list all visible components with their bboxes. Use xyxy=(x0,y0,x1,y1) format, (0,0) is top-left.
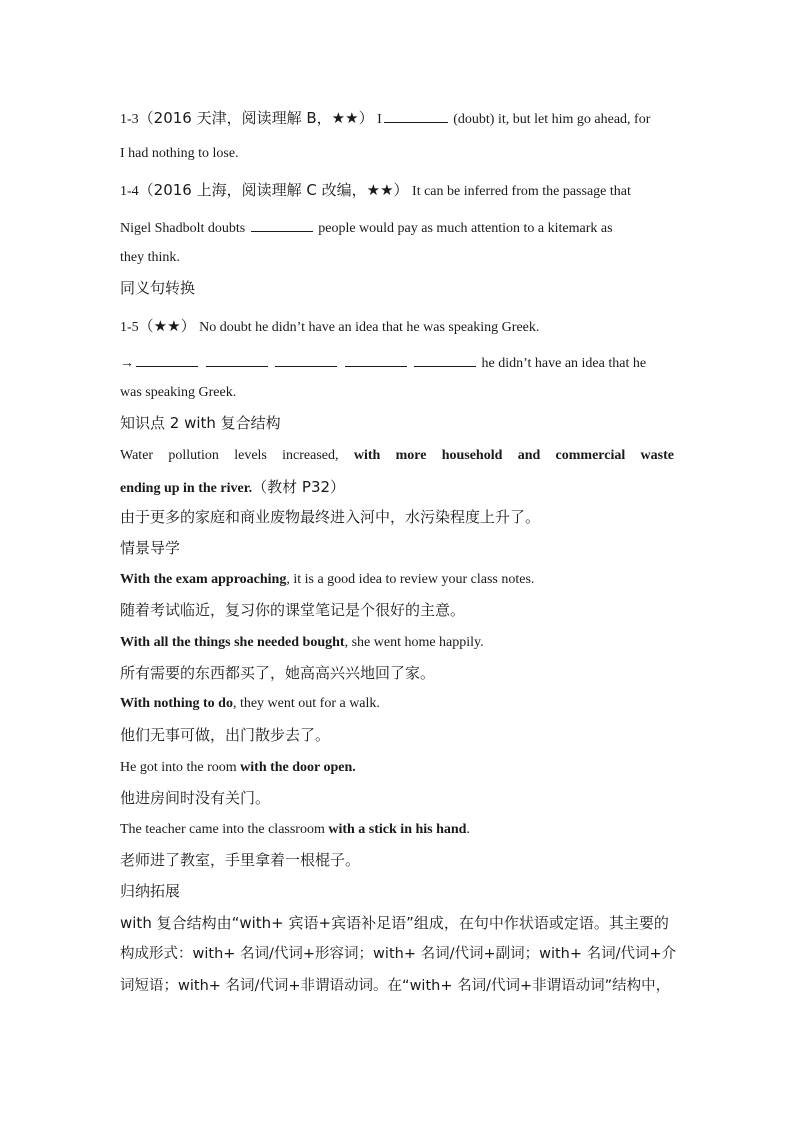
question-text: It can be inferred from the passage that xyxy=(412,184,631,199)
question-1-5 xyxy=(120,316,539,338)
scenario-sentence xyxy=(120,633,484,653)
scenario-sentence xyxy=(120,820,470,840)
scenario-sentence xyxy=(120,570,534,590)
answer-blank[interactable] xyxy=(275,352,337,367)
question-1-5-line2 xyxy=(120,352,646,374)
question-text: he didn’t have an idea that he xyxy=(481,356,647,371)
example-bold-text: with more household and commercial waste xyxy=(353,448,674,463)
question-text: people would pay as much attention to a kitemark as xyxy=(318,221,613,236)
question-source: （★★） xyxy=(138,317,196,335)
summary-line: 构成形式：with+ 名词/代词+形容词；with+ 名词/代词+副词；with+ 名词/代词+介 xyxy=(120,946,677,962)
scenario-translation: 他进房间时没有关门。 xyxy=(120,789,271,807)
question-1-4-line3: they think. xyxy=(120,250,180,265)
question-1-3 xyxy=(120,108,650,130)
question-number: 1-4 xyxy=(120,184,139,199)
arrow-icon: → xyxy=(120,356,134,371)
answer-blank[interactable] xyxy=(136,352,198,367)
summary-line: 词短语；with+ 名词/代词+非谓语动词。在“with+ 名词/代词+非谓语动词”结构中， xyxy=(120,978,671,994)
answer-blank[interactable] xyxy=(345,352,407,367)
scenario-translation: 随着考试临近，复习你的课堂笔记是个很好的主意。 xyxy=(120,601,466,619)
scenario-bold-text: With the exam approaching xyxy=(120,572,287,587)
question-1-4 xyxy=(120,180,631,202)
example-sentence-line2 xyxy=(120,477,345,499)
question-1-3-cont: I had nothing to lose. xyxy=(120,146,239,161)
scenario-translation: 所有需要的东西都买了，她高高兴兴地回了家。 xyxy=(120,664,436,682)
scenario-text: , it is a good idea to review your class notes. xyxy=(286,572,535,587)
answer-blank[interactable] xyxy=(206,352,268,367)
scenario-bold-text: With all the things she needed bought xyxy=(120,635,345,650)
textbook-reference: （教材 P32） xyxy=(252,478,346,496)
question-text: Nigel Shadbolt doubts xyxy=(120,221,246,236)
example-sentence-line1 xyxy=(120,446,674,466)
scenario-sentence xyxy=(120,758,356,778)
section-heading-scenario: 情景导学 xyxy=(120,539,181,557)
scenario-text: The teacher came into the classroom xyxy=(120,822,329,837)
question-source: （2016 上海，阅读理解 C 改编，★★） xyxy=(138,181,409,199)
scenario-translation: 他们无事可做，出门散步去了。 xyxy=(120,726,331,744)
scenario-text: He got into the room xyxy=(120,760,241,775)
question-1-4-line2 xyxy=(120,217,613,239)
section-heading-synonym: 同义句转换 xyxy=(120,279,196,297)
scenario-text: , they went out for a walk. xyxy=(232,696,380,711)
question-text: No doubt he didn’t have an idea that he was speaking Greek. xyxy=(199,320,540,335)
example-bold-text: ending up in the river. xyxy=(120,481,253,496)
scenario-bold-text: With nothing to do xyxy=(120,696,233,711)
scenario-sentence xyxy=(120,694,380,714)
answer-blank[interactable] xyxy=(414,352,476,367)
scenario-bold-text: with a stick in his hand xyxy=(328,822,467,837)
question-text: I xyxy=(377,112,382,127)
scenario-text: . xyxy=(466,822,470,837)
answer-blank[interactable] xyxy=(384,108,448,123)
section-heading-summary: 归纳拓展 xyxy=(120,882,181,900)
question-text: (doubt) it, but let him go ahead, for xyxy=(453,112,651,127)
example-text: Water pollution levels increased, xyxy=(120,448,339,463)
example-translation: 由于更多的家庭和商业废物最终进入河中，水污染程度上升了。 xyxy=(120,508,541,526)
question-source: （2016 天津，阅读理解 B，★★） xyxy=(138,109,374,127)
question-number: 1-5 xyxy=(120,320,139,335)
scenario-translation: 老师进了教室，手里拿着一根棍子。 xyxy=(120,851,361,869)
knowledge-point-title: 知识点 2 with 复合结构 xyxy=(120,414,281,432)
summary-line: with 复合结构由“with+ 宾语+宾语补足语”组成，在句中作状语或定语。其主要的 xyxy=(120,914,669,932)
question-1-5-line3: was speaking Greek. xyxy=(120,385,237,400)
answer-blank[interactable] xyxy=(251,217,313,232)
question-number: 1-3 xyxy=(120,112,139,127)
scenario-text: , she went home happily. xyxy=(344,635,484,650)
scenario-bold-text: with the door open. xyxy=(240,760,356,775)
